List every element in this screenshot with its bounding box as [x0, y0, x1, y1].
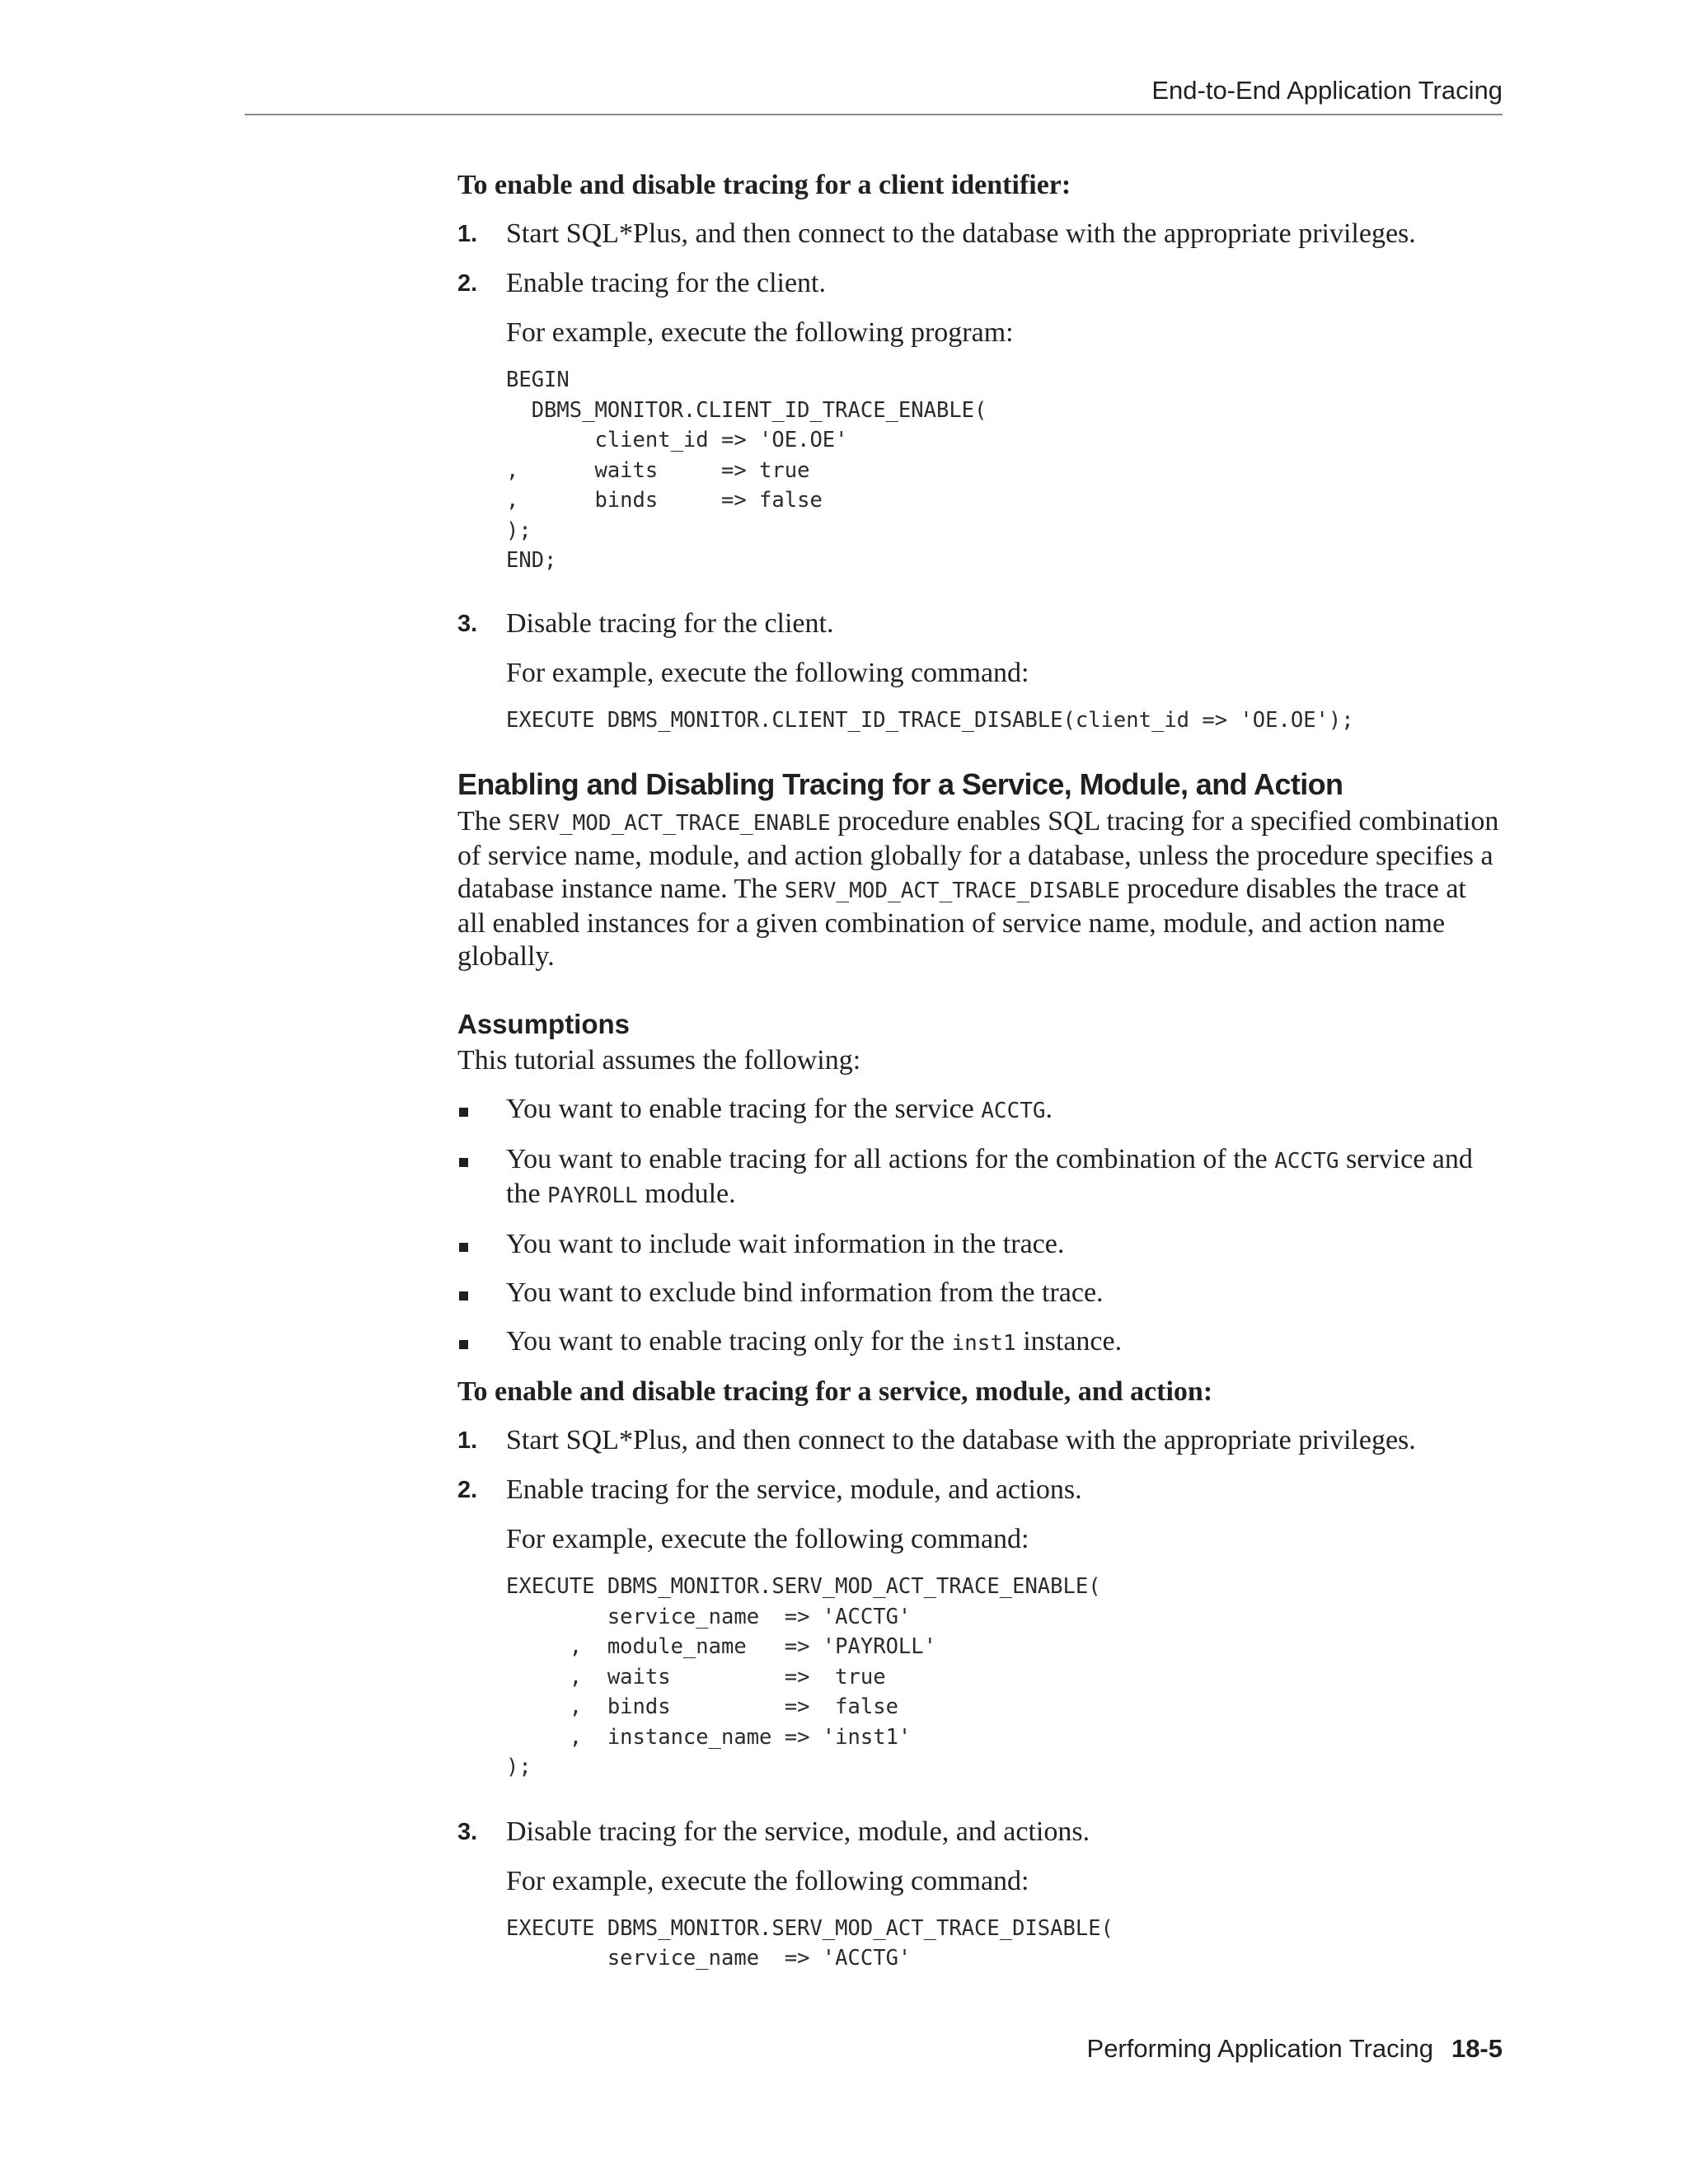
step-number: 3. — [457, 1818, 478, 1845]
square-bullet-icon — [459, 1108, 468, 1117]
code-serv-mod-act-trace-enable: EXECUTE DBMS_MONITOR.SERV_MOD_ACT_TRACE_ENABLE( service_name => 'ACCTG' , module_name => 'PAYROLL' , waits => true , binds => false , instance_name => 'inst1' ); — [506, 1574, 1101, 1779]
square-bullet-icon — [459, 1340, 468, 1349]
step-text: Disable tracing for the client. — [506, 607, 834, 639]
item-text: You want to include wait information in the trace. — [506, 1229, 1065, 1259]
assumption-item — [457, 1093, 1500, 1127]
square-bullet-icon — [459, 1243, 468, 1252]
code-term: ACCTG — [981, 1099, 1046, 1123]
page-body — [457, 169, 1500, 1974]
assumptions-heading: Assumptions — [457, 1009, 631, 1039]
step-3-service — [457, 1816, 1500, 1849]
step-text: Start SQL*Plus, and then connect to the database with the appropriate privileges. — [506, 218, 1416, 249]
item-text: You want to enable tracing only for the — [506, 1326, 952, 1357]
code-term: ACCTG — [1274, 1149, 1339, 1174]
step-3-client — [457, 607, 1500, 640]
code-client-id-trace-disable: EXECUTE DBMS_MONITOR.CLIENT_ID_TRACE_DISABLE(client_id => 'OE.OE'); — [506, 707, 1354, 733]
step-number: 2. — [457, 270, 478, 297]
procedure-title-client: To enable and disable tracing for a client identifier: — [457, 170, 1071, 200]
item-text: instance. — [1015, 1326, 1123, 1357]
para-text: The — [457, 806, 509, 837]
step-3-client-example-intro: For example, execute the following command: — [506, 657, 1029, 688]
step-2-client — [457, 267, 1500, 300]
item-text: You want to enable tracing for the service — [506, 1094, 982, 1124]
square-bullet-icon — [459, 1291, 468, 1301]
step-text: Start SQL*Plus, and then connect to the database with the appropriate privileges. — [506, 1425, 1416, 1455]
step-text: Enable tracing for the client. — [506, 268, 826, 298]
code-term: inst1 — [951, 1331, 1016, 1356]
square-bullet-icon — [459, 1158, 468, 1167]
para-text: procedure disables the trace at all enabled instances for a given combination of service name, module, and action name globally. — [457, 874, 1466, 972]
code-client-id-trace-enable: BEGIN DBMS_MONITOR.CLIENT_ID_TRACE_ENABLE( client_id => 'OE.OE' , waits => true , binds => false ); END; — [506, 368, 987, 573]
step-text: Enable tracing for the service, module, and actions. — [506, 1474, 1082, 1505]
step-number: 2. — [457, 1477, 478, 1503]
para-text: procedure enables SQL tracing for a specified combination of service name, module, and action globally for a database, unless the procedure specifies a database instance name. The — [457, 806, 1499, 904]
step-2-service-example-intro: For example, execute the following command: — [506, 1524, 1029, 1554]
step-text: Disable tracing for the service, module, and actions. — [506, 1816, 1090, 1847]
step-2-client-example-intro: For example, execute the following program: — [506, 317, 1014, 348]
code-term: SERV_MOD_ACT_TRACE_DISABLE — [784, 879, 1120, 903]
step-number: 3. — [457, 610, 478, 637]
step-1-service — [457, 1424, 1500, 1457]
header-rule — [245, 114, 1503, 115]
item-text: You want to enable tracing for all actions for the combination of the — [506, 1144, 1275, 1174]
footer-chapter-title: Performing Application Tracing — [1086, 2034, 1433, 2063]
assumptions-intro: This tutorial assumes the following: — [457, 1045, 861, 1076]
assumption-item — [457, 1228, 1500, 1261]
page-number: 18-5 — [1451, 2034, 1503, 2063]
section-intro-paragraph — [457, 805, 1500, 973]
section-heading-service-module-action: Enabling and Disabling Tracing for a Service, Module, and Action — [457, 767, 1343, 801]
code-term: SERV_MOD_ACT_TRACE_ENABLE — [508, 811, 831, 836]
item-text: . — [1045, 1094, 1053, 1124]
code-serv-mod-act-trace-disable: EXECUTE DBMS_MONITOR.SERV_MOD_ACT_TRACE_DISABLE( service_name => 'ACCTG' — [506, 1915, 1114, 1971]
step-1-client — [457, 218, 1500, 251]
assumption-item — [457, 1325, 1500, 1360]
page-footer — [1087, 2034, 1503, 2064]
running-head-title: End-to-End Application Tracing — [1151, 76, 1503, 105]
step-number: 1. — [457, 1427, 478, 1454]
step-number: 1. — [457, 221, 478, 247]
procedure-title-service: To enable and disable tracing for a service, module, and action: — [457, 1376, 1213, 1407]
step-3-service-example-intro: For example, execute the following command: — [506, 1865, 1029, 1896]
step-2-service — [457, 1474, 1500, 1507]
item-text: You want to exclude bind information from the trace. — [506, 1277, 1104, 1308]
assumption-item — [457, 1143, 1500, 1212]
item-text: module. — [637, 1179, 736, 1209]
code-term: PAYROLL — [547, 1183, 638, 1208]
assumption-item — [457, 1277, 1500, 1310]
item-text: service and the — [506, 1144, 1473, 1209]
